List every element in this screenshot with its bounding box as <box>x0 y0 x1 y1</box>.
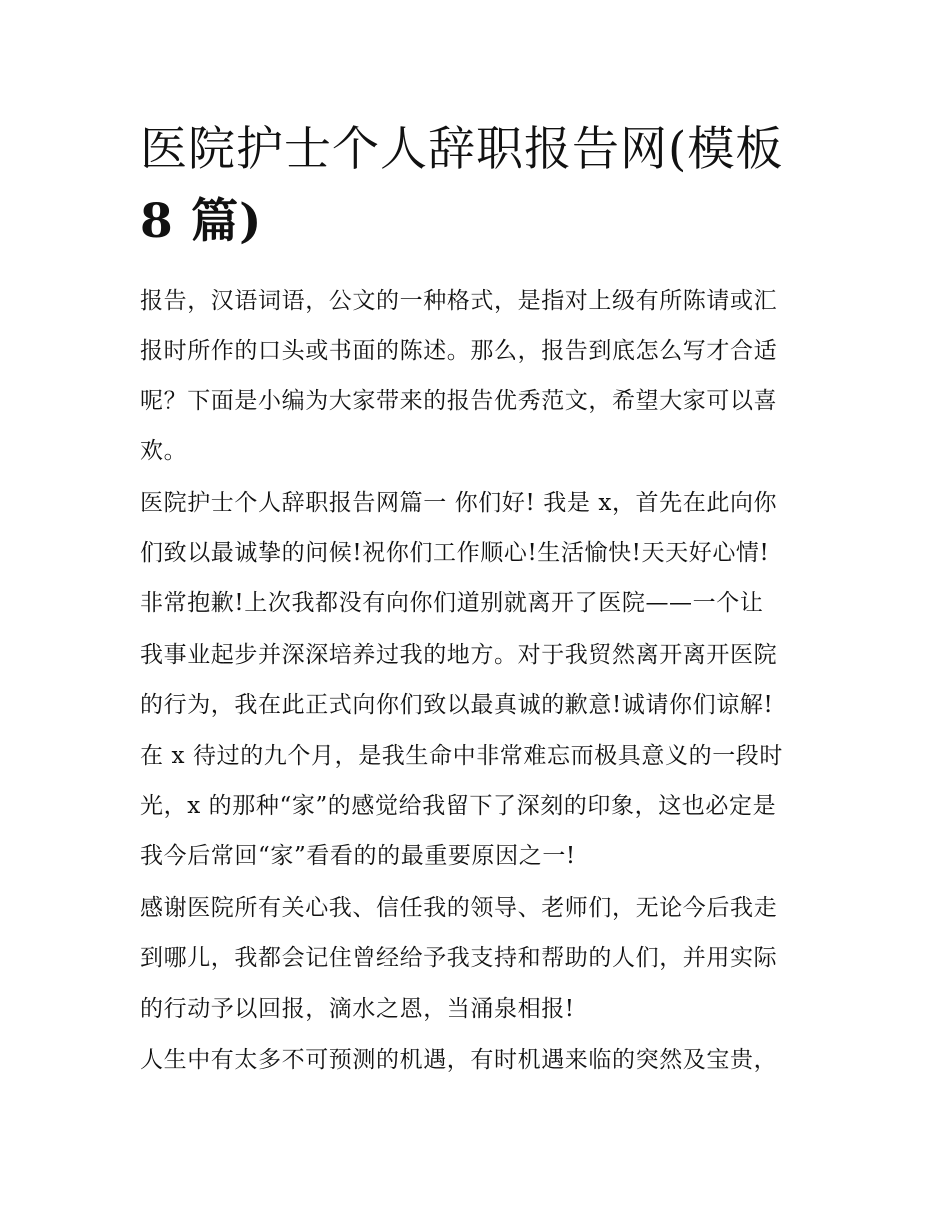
body-line: 光，x 的那种“家”的感觉给我留下了深刻的印象，这也必定是 <box>140 793 777 819</box>
body-line: 报告，汉语词语，公文的一种格式，是指对上级有所陈请或汇 <box>140 288 778 314</box>
body-line: 欢。 <box>140 438 188 464</box>
body-line: 的行动予以回报，滴水之恩，当涌泉相报! <box>140 996 575 1022</box>
body-line: 我事业起步并深深培养过我的地方。对于我贸然离开离开医院 <box>140 642 778 668</box>
body-line: 们致以最诚挚的问候!祝你们工作顺心!生活愉快!天天好心情! <box>140 540 770 566</box>
title-line-1: 医院护士个人辞职报告网(模板 <box>140 122 784 177</box>
title-line-2: 8 篇) <box>140 194 263 249</box>
body-line: 医院护士个人辞职报告网篇一 你们好! 我是 x，首先在此向你 <box>140 490 778 516</box>
body-line: 在 x 待过的九个月，是我生命中非常难忘而极具意义的一段时 <box>140 743 783 769</box>
body-line: 感谢医院所有关心我、信任我的领导、老师们，无论今后我走 <box>140 895 778 921</box>
document-title <box>140 114 820 258</box>
body-line: 报时所作的口头或书面的陈述。那么，报告到底怎么写才合适 <box>140 338 778 364</box>
body-line: 人生中有太多不可预测的机遇，有时机遇来临的突然及宝贵， <box>140 1047 778 1073</box>
body-line: 呢？下面是小编为大家带来的报告优秀范文，希望大家可以喜 <box>140 388 778 414</box>
body-line: 到哪儿，我都会记住曾经给予我支持和帮助的人们，并用实际 <box>140 945 778 971</box>
body-line: 我今后常回“家”看看的的最重要原因之一! <box>140 843 576 869</box>
body-line: 的行为，我在此正式向你们致以最真诚的歉意!诚请你们谅解! <box>140 692 774 718</box>
body-line: 非常抱歉!上次我都没有向你们道别就离开了医院——一个让 <box>140 590 764 616</box>
